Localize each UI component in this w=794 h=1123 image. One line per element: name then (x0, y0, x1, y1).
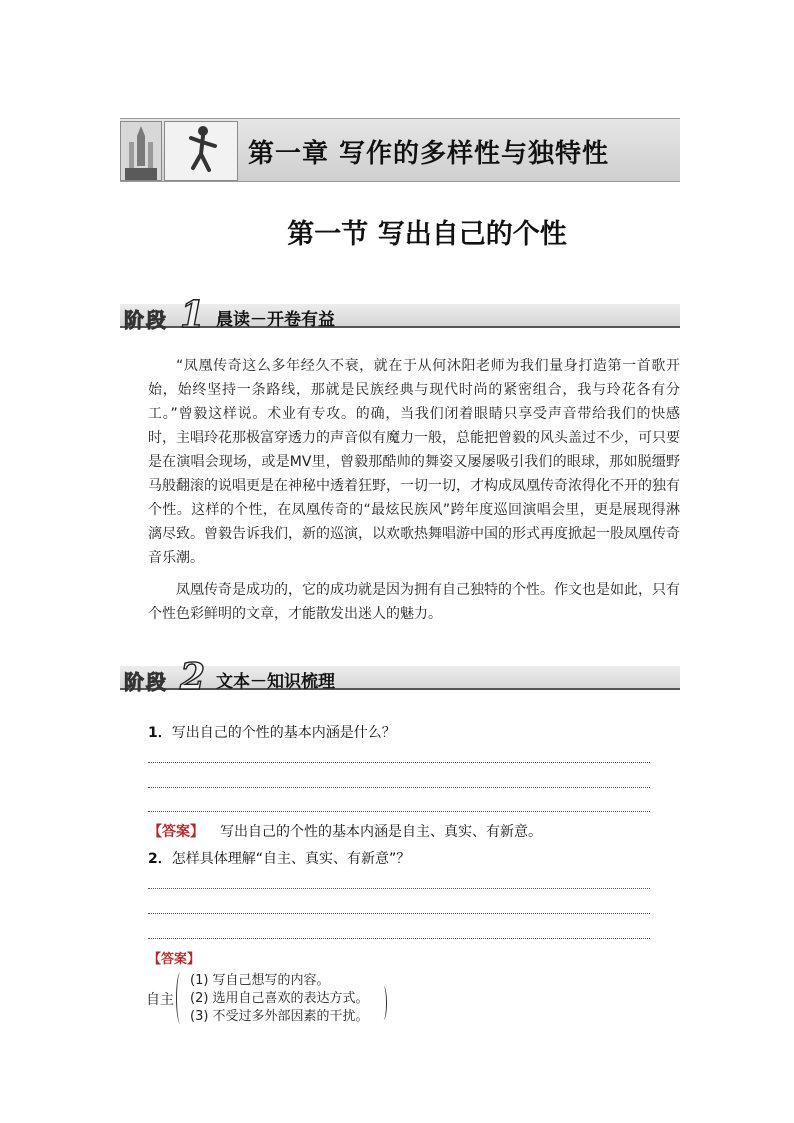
question-text: 写出自己的个性的基本内涵是什么？ (171, 725, 396, 741)
answer-line (148, 787, 650, 788)
chapter-title: 第一章 写作的多样性与独特性 (248, 139, 610, 169)
stage-number: 2 (180, 656, 206, 698)
question-number: 1． (148, 725, 172, 741)
question-1 (148, 722, 396, 742)
answer-line (148, 938, 650, 939)
answer-1 (148, 821, 542, 841)
stage-2-header (120, 656, 680, 698)
stage-number: 1 (180, 294, 206, 336)
list-item: (1) 写自己想写的内容。 (190, 973, 330, 988)
answer-line (148, 811, 650, 812)
list-item: (3) 不受过多外部因素的干扰。 (190, 1009, 369, 1024)
answer-label: 【答案】 (148, 824, 204, 840)
answer-text: 写出自己的个性的基本内涵是自主、真实、有新意。 (220, 824, 542, 840)
answer-line (148, 888, 650, 889)
stage-word: 阶段 (124, 308, 168, 332)
stage-title: 文本－知识梳理 (216, 672, 335, 692)
right-brace (380, 986, 387, 1020)
reading-paragraph: 凤凰传奇是成功的，它的成功就是因为拥有自己独特的个性。作文也是如此，只有个性色彩鲜明的文章，才能散发出迷人的魅力。 (148, 582, 680, 622)
answer-line (148, 913, 650, 914)
question-text: 怎样具体理解“自主、真实、有新意”？ (171, 851, 411, 867)
answer-term: 自主 (146, 992, 174, 1008)
answer-label: 【答案】 (148, 952, 201, 967)
stage-title: 晨读－开卷有益 (216, 310, 335, 330)
question-2 (148, 848, 410, 868)
stage-word: 阶段 (124, 670, 168, 694)
question-number: 2． (148, 851, 172, 867)
dancer-image (164, 121, 238, 181)
list-item: (2) 选用自己喜欢的表达方式。 (190, 991, 369, 1006)
answer-sub-list (190, 972, 369, 1026)
chapter-banner (120, 118, 680, 182)
answer-line (148, 762, 650, 763)
left-brace (176, 972, 185, 1024)
rocket-image (120, 121, 162, 181)
reading-paragraph: “凤凰传奇这么多年经久不衰，就在于从何沐阳老师为我们量身打造第一首歌开始，始终坚持一条路线，那就是民族经典与现代时尚的紧密组合，我与玲花各有分工。”曾毅这样说。术业有专攻。的确，当我们闭着眼睛只享受声音带给我们的快感时，主唱玲花那极富穿透力的声音似有魔力一般，总能把曾毅的风头盖过不少，可只要是在演唱会现场，或是MV里，曾毅那酷帅的舞姿又屡屡吸引我们的眼球，那如脱缰野马般翻滚的说唱更是在神秘中透着狂野，一切一切，才构成凤凰传奇浓得化不开的独有个性。这样的个性，在凤凰传奇的“最炫民族风”跨年度巡回演唱会里，更是展现得淋漓尽致。曾毅告诉我们，新的巡演，以欢歌热舞唱游中国的形式再度掀起一股凤凰传奇音乐潮。 (148, 358, 680, 566)
stage-1-header (120, 294, 680, 336)
section-title: 第一节 写出自己的个性 (287, 219, 567, 250)
